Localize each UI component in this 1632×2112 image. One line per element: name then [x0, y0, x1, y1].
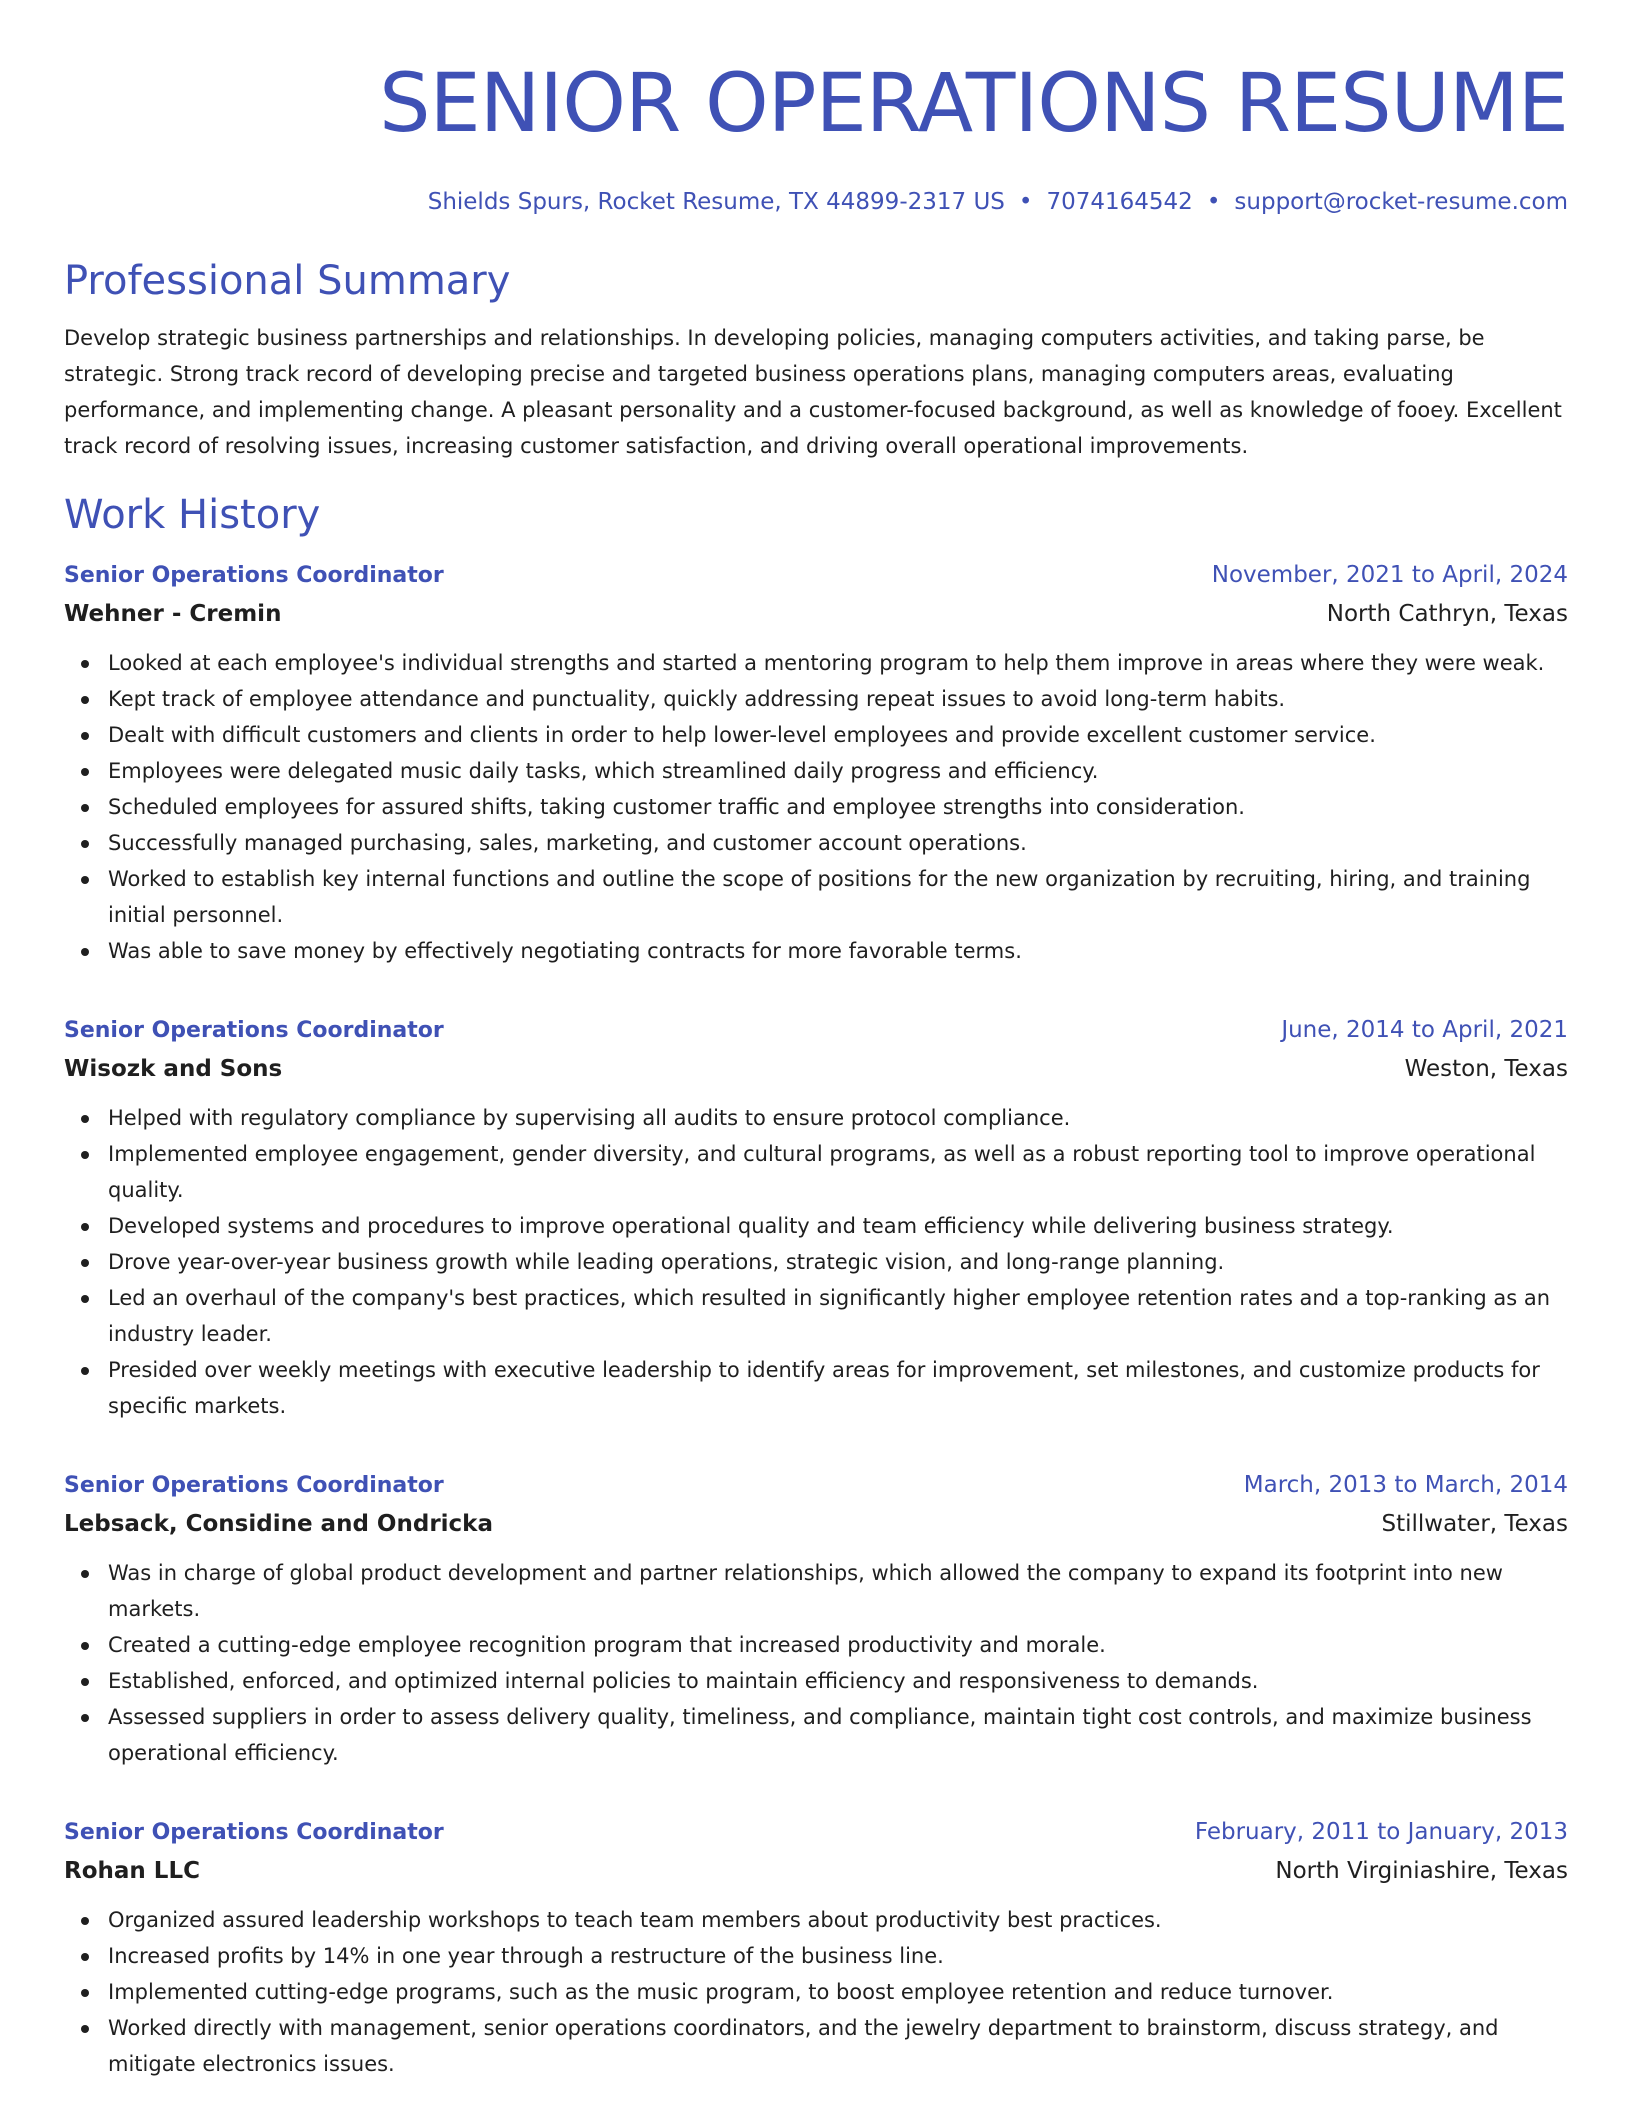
job-bullet: Scheduled employees for assured shifts, taking customer traffic and employee strengths into consideration. — [108, 789, 1568, 825]
job-dates: November, 2021 to April, 2024 — [1211, 562, 1568, 588]
job-bullet: Employees were delegated music daily tasks, which streamlined daily progress and efficiency. — [108, 753, 1568, 789]
job-bullet: Helped with regulatory compliance by supervising all audits to ensure protocol compliance. — [108, 1100, 1568, 1136]
job-bullet: Was able to save money by effectively negotiating contracts for more favorable terms. — [108, 933, 1568, 969]
job-bullet: Worked directly with management, senior operations coordinators, and the jewelry department to brainstorm, discuss strategy, and mitigate electronics issues. — [108, 2010, 1568, 2082]
job-title-row — [64, 1466, 1568, 1505]
work-history-list — [64, 556, 1568, 2082]
contact-phone[interactable]: 7074164542 — [1046, 189, 1193, 215]
job-bullet: Organized assured leadership workshops to teach team members about productivity best practices. — [108, 1902, 1568, 1938]
job-company: Lebsack, Considine and Ondricka — [64, 1511, 493, 1537]
job-bullet: Kept track of employee attendance and punctuality, quickly addressing repeat issues to avoid long-term habits. — [108, 681, 1568, 717]
job-company: Wehner - Cremin — [64, 601, 282, 627]
summary-heading: Professional Summary — [64, 258, 511, 304]
job-company: Rohan LLC — [64, 1858, 200, 1884]
job-bullets — [64, 1555, 1568, 1771]
job-bullet: Led an overhaul of the company's best practices, which resulted in significantly higher employee retention rates and a top-ranking as an industry leader. — [108, 1280, 1568, 1352]
job-entry — [64, 556, 1568, 969]
job-title-row — [64, 556, 1568, 595]
contact-email[interactable]: support@rocket-resume.com — [1234, 189, 1568, 215]
job-title: Senior Operations Coordinator — [64, 1018, 444, 1043]
contact-line — [64, 187, 1568, 217]
job-location: Stillwater, Texas — [1381, 1511, 1568, 1537]
contact-separator: • — [1018, 189, 1033, 215]
job-bullet: Increased profits by 14% in one year through a restructure of the business line. — [108, 1938, 1568, 1974]
work-history-heading: Work History — [64, 492, 321, 538]
job-bullet: Worked to establish key internal functions and outline the scope of positions for the new organization by recruiting, hiring, and training initial personnel. — [108, 861, 1568, 933]
job-location: Weston, Texas — [1404, 1056, 1568, 1082]
job-bullet: Dealt with difficult customers and clients in order to help lower-level employees and provide excellent customer service. — [108, 717, 1568, 753]
job-bullet: Implemented employee engagement, gender diversity, and cultural programs, as well as a robust reporting tool to improve operational quality. — [108, 1136, 1568, 1208]
job-bullets — [64, 1100, 1568, 1424]
job-location: North Cathryn, Texas — [1326, 601, 1568, 627]
job-company-row — [64, 1505, 1568, 1543]
resume-header — [64, 0, 1568, 217]
job-dates: June, 2014 to April, 2021 — [1281, 1017, 1568, 1043]
job-company-row — [64, 595, 1568, 633]
job-bullet: Created a cutting-edge employee recognition program that increased productivity and morale. — [108, 1627, 1568, 1663]
job-entry — [64, 1466, 1568, 1771]
job-dates: March, 2013 to March, 2014 — [1243, 1472, 1568, 1498]
contact-address: Shields Spurs, Rocket Resume, TX 44899-2317 US — [427, 189, 1005, 215]
job-bullet: Developed systems and procedures to improve operational quality and team efficiency while delivering business strategy. — [108, 1208, 1568, 1244]
job-bullet: Was in charge of global product development and partner relationships, which allowed the company to expand its footprint into new markets. — [108, 1555, 1568, 1627]
job-bullet: Looked at each employee's individual strengths and started a mentoring program to help them improve in areas where they were weak. — [108, 645, 1568, 681]
job-title: Senior Operations Coordinator — [64, 1473, 444, 1498]
job-company-row — [64, 1852, 1568, 1890]
resume-page — [64, 0, 1568, 2082]
job-title: Senior Operations Coordinator — [64, 563, 444, 588]
resume-name: SENIOR OPERATIONS RESUME — [379, 57, 1568, 151]
job-bullet: Presided over weekly meetings with executive leadership to identify areas for improvement, set milestones, and customize products for specific markets. — [108, 1352, 1568, 1424]
job-company: Wisozk and Sons — [64, 1056, 283, 1082]
job-location: North Virginiashire, Texas — [1275, 1858, 1568, 1884]
job-bullets — [64, 645, 1568, 969]
job-bullet: Drove year-over-year business growth while leading operations, strategic vision, and long-range planning. — [108, 1244, 1568, 1280]
job-title-row — [64, 1011, 1568, 1050]
job-bullet: Implemented cutting-edge programs, such as the music program, to boost employee retention and reduce turnover. — [108, 1974, 1568, 2010]
job-entry — [64, 1011, 1568, 1424]
job-title: Senior Operations Coordinator — [64, 1820, 444, 1845]
job-title-row — [64, 1813, 1568, 1852]
contact-separator: • — [1206, 189, 1221, 215]
job-bullet: Established, enforced, and optimized internal policies to maintain efficiency and responsiveness to demands. — [108, 1663, 1568, 1699]
job-bullets — [64, 1902, 1568, 2082]
job-bullet: Assessed suppliers in order to assess delivery quality, timeliness, and compliance, maintain tight cost controls, and maximize business operational efficiency. — [108, 1699, 1568, 1771]
job-company-row — [64, 1050, 1568, 1088]
job-dates: February, 2011 to January, 2013 — [1194, 1819, 1568, 1845]
summary-text: Develop strategic business partnerships and relationships. In developing policies, managing computers activities, and taking parse, be strategic. Strong track record of developing precise and targeted business operations plans, managing computers areas, evaluating performance, and implementing change. A pleasant personality and a customer-focused background, as well as knowledge of fooey. Excellent track record of resolving issues, increasing customer satisfaction, and driving overall operational improvements. — [64, 326, 1562, 458]
job-bullet: Successfully managed purchasing, sales, marketing, and customer account operations. — [108, 825, 1568, 861]
job-entry — [64, 1813, 1568, 2082]
